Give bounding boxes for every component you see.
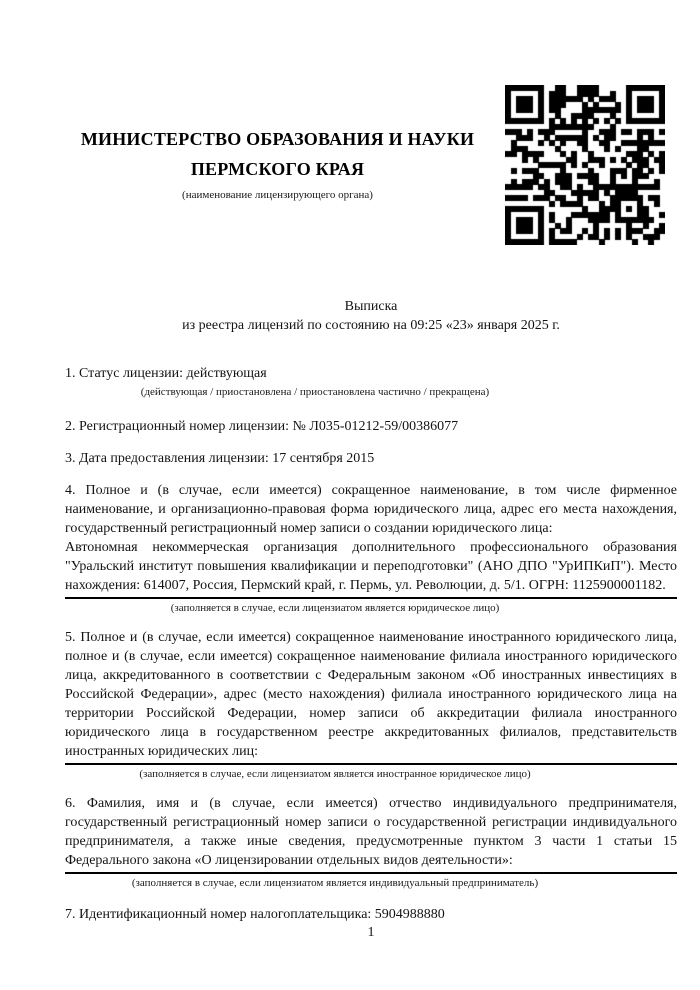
item-1-license-status: 1. Статус лицензии: действующая (65, 366, 267, 381)
item-5-caption: (заполняется в случае, если лицензиатом является иностранное юридическое лицо) (139, 768, 531, 780)
item-4-caption: (заполняется в случае, если лицензиатом является юридическое лицо) (170, 602, 500, 614)
authority-name-line1: МИНИСТЕРСТВО ОБРАЗОВАНИЯ И НАУКИ (80, 129, 475, 149)
item-7-taxpayer-id: 7. Идентификационный номер налогоплательщика: 5904988880 (65, 907, 445, 922)
document-title-line2: из реестра лицензий по состоянию на 09:25 «23» января 2025 г. (182, 318, 560, 333)
licensing-authority-header (65, 124, 490, 203)
item-6-question: 6. Фамилия, имя и (в случае, если имеется) отчество индивидуального предпринимателя, государственный регистрационный номер записи о государственной регистрации индивидуального предпринимателя, а также иные сведения, предусмотренные пунктом 3 части 1 статьи 15 Федерального закона «О лицензировании отдельных видов деятельности»: (65, 796, 677, 868)
item-4-legal-entity-section (65, 481, 677, 616)
item-4-question: 4. Полное и (в случае, если имеется) сокращенное наименование, в том числе фирменное наименование, и организационно-правовая форма юридического лица, адрес его места нахождения, государственный регистрационный номер записи о создании юридического лица: (65, 483, 677, 536)
item-6-caption: (заполняется в случае, если лицензиатом является индивидуальный предприниматель) (131, 877, 539, 889)
item-2-registration-number: 2. Регистрационный номер лицензии: № Л035-01212-59/00386077 (65, 419, 459, 434)
item-4-answer: Автономная некоммерческая организация дополнительного профессионального образования "Уральский институт повышения квалификации и переподготовки" (АНО ДПО "УрИПКиП"). Место нахождения: 614007, Россия, Пермский край, г. Пермь, ул. Революции, д. 5/1. ОГРН: 1125900001182. (65, 540, 677, 593)
item-3-grant-date: 3. Дата предоставления лицензии: 17 сентября 2015 (65, 451, 375, 466)
qr-code-icon (505, 85, 665, 245)
authority-name-caption: (наименование лицензирующего органа) (182, 189, 373, 201)
document-title-line1: Выписка (344, 299, 398, 314)
document-title (65, 297, 677, 335)
item-5-question: 5. Полное и (в случае, если имеется) сокращенное наименование иностранного юридического лица, полное и (в случае, если имеется) сокращенное наименование филиала иностранного юридического лица, аккредитованного в соответствии с Федеральным законом «Об иностранных инвестициях в Российской Федерации», адрес (место нахождения) филиала иностранного юридического лица на территории Российской Федерации, номер записи об аккредитации филиала иностранного юридического лица в государственном реестре аккредитованных филиалов, представительств иностранных юридических лиц: (65, 630, 677, 759)
document-body (65, 364, 677, 924)
item-1-status-options-caption: (действующая / приостановлена / приостановлена частично / прекращена) (140, 386, 490, 398)
page-number: 1 (367, 925, 375, 940)
item-6-blank-field-underline (65, 872, 677, 874)
item-5-blank-field-underline (65, 763, 677, 765)
item-6-entrepreneur-section (65, 794, 677, 891)
item-5-foreign-entity-section (65, 628, 677, 782)
item-4-underline (65, 597, 677, 599)
authority-name-line2: ПЕРМСКОГО КРАЯ (190, 159, 365, 179)
